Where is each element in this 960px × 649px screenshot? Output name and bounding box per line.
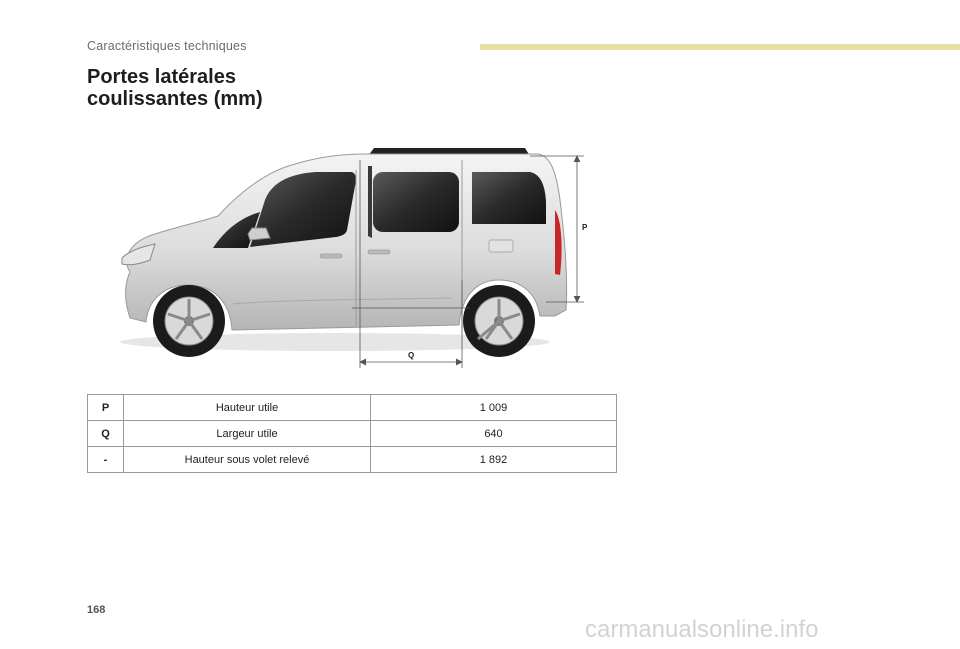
dimension-p-label: P — [582, 223, 588, 232]
page-title — [87, 66, 263, 110]
watermark: carmanualsonline.info — [585, 616, 819, 643]
rear-window — [472, 172, 546, 224]
page-title-line-1: Portes latérales — [87, 66, 236, 88]
dimension-q-label: Q — [408, 351, 415, 360]
row-code: P — [88, 395, 124, 421]
front-wheel — [153, 285, 225, 357]
page-title-line-2: coulissantes (mm) — [87, 88, 263, 110]
side-mirror — [248, 228, 270, 240]
page-number: 168 — [87, 604, 106, 616]
row-label: Hauteur utile — [124, 395, 371, 421]
header-accent-bar — [480, 44, 960, 50]
vehicle-dimension-figure — [100, 130, 620, 380]
sliding-door-window — [373, 172, 459, 232]
table-row — [88, 395, 617, 421]
row-value: 640 — [371, 421, 617, 447]
row-label: Largeur utile — [124, 421, 371, 447]
dimensions-table — [87, 394, 617, 473]
rear-wheel — [463, 285, 535, 357]
row-value: 1 009 — [371, 395, 617, 421]
row-code: - — [88, 447, 124, 473]
row-value: 1 892 — [371, 447, 617, 473]
section-header: Caractéristiques techniques — [87, 39, 247, 53]
vehicle-side-view-illustration — [100, 130, 620, 380]
row-code: Q — [88, 421, 124, 447]
table-row — [88, 447, 617, 473]
table-row — [88, 421, 617, 447]
row-label: Hauteur sous volet relevé — [124, 447, 371, 473]
